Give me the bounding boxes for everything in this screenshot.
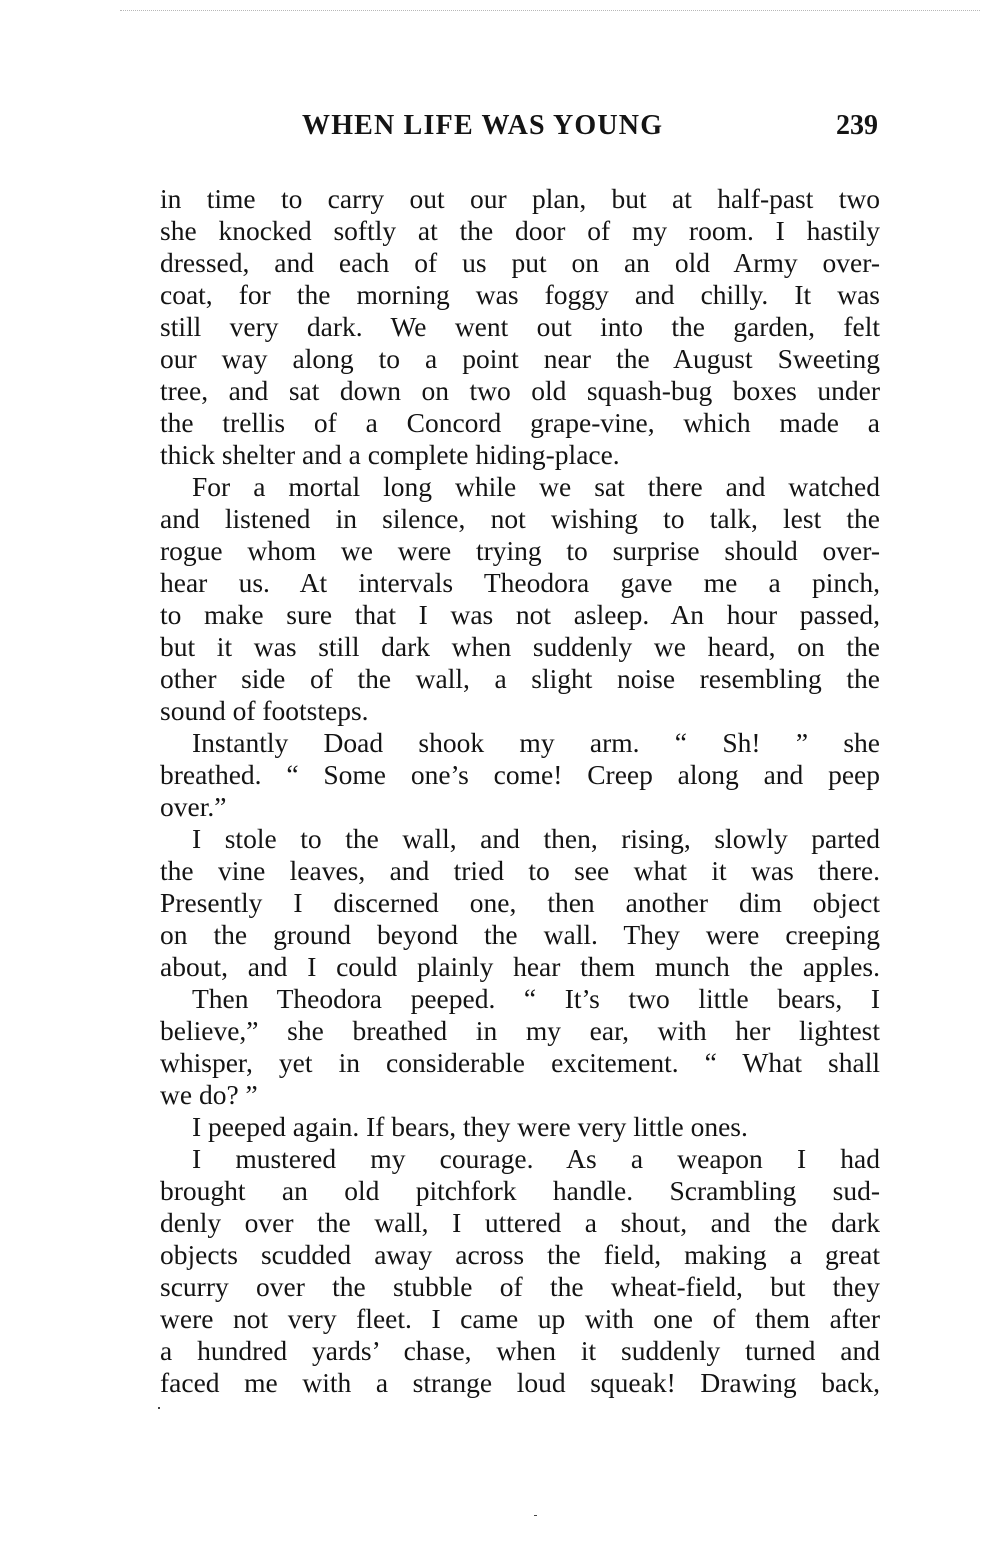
text-line: scurry over the stubble of the wheat-field, but they [160, 1271, 880, 1302]
text-line: sound of footsteps. [160, 695, 369, 726]
scan-speck [158, 1407, 160, 1409]
scan-edge-marks [120, 10, 980, 11]
text-line: Then Theodora peeped. “ It’s two little bears, I [192, 983, 880, 1014]
text-line: hear us. At intervals Theodora gave me a pinch, [160, 567, 880, 598]
text-line: breathed. “ Some one’s come! Creep along and peep [160, 759, 880, 790]
text-line: I mustered my courage. As a weapon I had [192, 1143, 880, 1174]
running-head [300, 110, 880, 150]
text-line: the vine leaves, and tried to see what it was there. [160, 855, 880, 886]
text-line: dressed, and each of us put on an old Army over- [160, 247, 880, 278]
text-line: faced me with a strange loud squeak! Drawing back, [160, 1367, 880, 1398]
text-line: brought an old pitchfork handle. Scrambling sud- [160, 1175, 880, 1206]
text-line: about, and I could plainly hear them munch the apples. [160, 951, 880, 982]
text-line: rogue whom we were trying to surprise should over- [160, 535, 880, 566]
text-line: still very dark. We went out into the garden, felt [160, 311, 880, 342]
page-number: 239 [836, 110, 878, 141]
text-line: Instantly Doad shook my arm. “ Sh! ” she [192, 727, 880, 758]
text-line: to make sure that I was not asleep. An hour passed, [160, 599, 880, 630]
text-line: I stole to the wall, and then, rising, slowly parted [192, 823, 880, 854]
text-line: tree, and sat down on two old squash-bug boxes under [160, 375, 880, 406]
text-line: denly over the wall, I uttered a shout, and the dark [160, 1207, 880, 1238]
text-line: coat, for the morning was foggy and chilly. It was [160, 279, 880, 310]
text-line: Presently I discerned one, then another dim object [160, 887, 880, 918]
text-line: in time to carry out our plan, but at half-past two [160, 183, 880, 214]
text-line: our way along to a point near the August Sweeting [160, 343, 880, 374]
text-line: thick shelter and a complete hiding-place. [160, 439, 620, 470]
body-text [160, 183, 880, 1399]
scan-speck [534, 1515, 537, 1516]
text-line: she knocked softly at the door of my room. I hastily [160, 215, 880, 246]
text-line: believe,” she breathed in my ear, with her lightest [160, 1015, 880, 1046]
text-line: we do? ” [160, 1079, 258, 1110]
text-line: For a mortal long while we sat there and watched [192, 471, 880, 502]
text-line: were not very fleet. I came up with one of them after [160, 1303, 880, 1334]
running-title: WHEN LIFE WAS YOUNG [302, 110, 664, 141]
text-line: other side of the wall, a slight noise resembling the [160, 663, 880, 694]
text-line: objects scudded away across the field, making a great [160, 1239, 880, 1270]
text-line: whisper, yet in considerable excitement. “ What shall [160, 1047, 880, 1078]
text-line: and listened in silence, not wishing to talk, lest the [160, 503, 880, 534]
text-line: on the ground beyond the wall. They were creeping [160, 919, 880, 950]
text-line: but it was still dark when suddenly we heard, on the [160, 631, 880, 662]
text-line: the trellis of a Concord grape-vine, which made a [160, 407, 880, 438]
text-line: I peeped again. If bears, they were very little ones. [192, 1111, 748, 1142]
text-line: a hundred yards’ chase, when it suddenly turned and [160, 1335, 880, 1366]
text-line: over.” [160, 791, 227, 822]
